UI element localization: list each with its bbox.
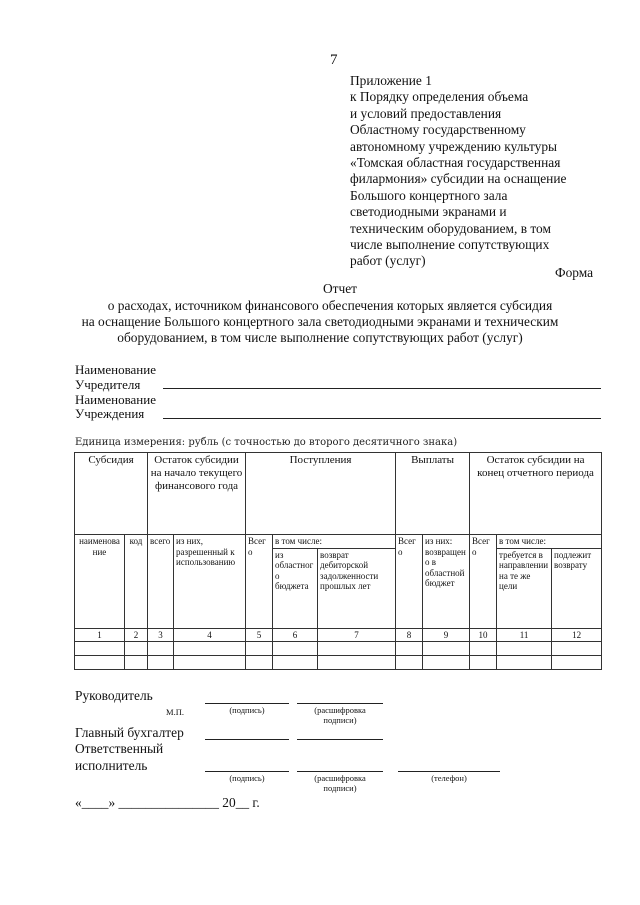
decoding-caption-line: (расшифровка <box>314 773 366 783</box>
table-row <box>75 656 602 670</box>
form-label: Форма <box>555 265 594 280</box>
column-number: 8 <box>396 628 423 642</box>
column-number: 9 <box>423 628 470 642</box>
col-debt-return: возврат дебиторской задолженности прошлых лет <box>318 548 396 628</box>
table-cell[interactable] <box>148 656 174 670</box>
table-cell[interactable] <box>470 656 497 670</box>
appendix-line: Приложение 1 <box>350 73 432 88</box>
stamp-label: М.П. <box>166 707 184 717</box>
table-cell[interactable] <box>174 656 246 670</box>
col-to-return: подлежит возврату <box>552 548 602 628</box>
responsible-signature-field[interactable] <box>205 771 289 772</box>
appendix-line: к Порядку определения объема <box>350 89 529 105</box>
appendix-line: филармония» субсидии на оснащение <box>350 171 567 187</box>
accountant-signature-field[interactable] <box>205 739 289 740</box>
institution-label-line1: Наименование <box>75 392 156 407</box>
founder-label-line1: Наименование <box>75 362 156 377</box>
col-required: требуется в направлении на те же цели <box>497 548 552 628</box>
column-number: 5 <box>246 628 273 642</box>
appendix-line: автономному учреждению культуры <box>350 138 558 154</box>
report-title: Отчет <box>322 281 358 296</box>
page-number: 7 <box>330 52 338 68</box>
founder-label-line2: Учредителя <box>75 377 141 392</box>
appendix-line: работ (услуг) <box>350 253 426 269</box>
table-cell[interactable] <box>174 642 246 656</box>
col-incl-end: в том числе: <box>497 535 602 549</box>
institution-field[interactable] <box>163 418 601 419</box>
col-returned: из них: возвращено в областной бюджет <box>423 535 470 629</box>
decoding-caption-line: (расшифровка <box>314 705 366 715</box>
table-cell[interactable] <box>423 656 470 670</box>
table-row <box>75 642 602 656</box>
header-payments: Выплаты <box>396 453 470 535</box>
decoding-caption-line: подписи) <box>323 783 357 793</box>
appendix-line: светодиодными экранами и <box>350 204 507 220</box>
appendix-line: Областному государственному <box>350 122 526 138</box>
appendix-line: «Томская областная государственная <box>350 155 561 171</box>
table-cell[interactable] <box>497 656 552 670</box>
chief-accountant-label: Главный бухгалтер <box>75 725 184 740</box>
table-cell[interactable] <box>75 642 125 656</box>
table-cell[interactable] <box>396 656 423 670</box>
table-cell[interactable] <box>470 642 497 656</box>
decoding-caption <box>297 773 383 793</box>
responsible-label-line1: Ответственный <box>75 741 164 756</box>
table-cell[interactable] <box>75 656 125 670</box>
appendix-note <box>350 73 610 270</box>
table-cell[interactable] <box>423 642 470 656</box>
column-number: 11 <box>497 628 552 642</box>
head-label: Руководитель <box>75 688 153 703</box>
header-balance-start: Остаток субсидии на начало текущего финансового года <box>148 453 246 535</box>
appendix-line: Большого концертного зала <box>350 187 508 203</box>
head-decoding-field[interactable] <box>297 703 383 704</box>
col-allowed: из них, разрешенный к использованию <box>174 535 246 629</box>
report-subtitle-line: о расходах, источником финансового обеспечения которых является субсидия <box>107 298 553 313</box>
column-number: 1 <box>75 628 125 642</box>
table-cell[interactable] <box>125 656 148 670</box>
table-cell[interactable] <box>125 642 148 656</box>
responsible-label-line2: исполнитель <box>75 758 148 773</box>
table-cell[interactable] <box>497 642 552 656</box>
unit-of-measure: Единица измерения: рубль (с точностью до второго десятичного знака) <box>75 437 458 448</box>
signature-caption: (подпись) <box>229 705 265 715</box>
col-name: наименование <box>75 535 125 629</box>
appendix-line: техническим оборудованием, в том <box>350 220 551 236</box>
table-cell[interactable] <box>318 656 396 670</box>
column-number: 7 <box>318 628 396 642</box>
report-table <box>74 452 602 670</box>
header-subsidy: Субсидия <box>75 453 148 535</box>
table-cell[interactable] <box>318 642 396 656</box>
col-code: код <box>125 535 148 629</box>
col-total-start: всего <box>148 535 174 629</box>
col-total-payments: Всего <box>396 535 423 629</box>
table-cell[interactable] <box>396 642 423 656</box>
header-receipts: Поступления <box>246 453 396 535</box>
appendix-line: и условий предоставления <box>350 105 502 121</box>
table-cell[interactable] <box>246 642 273 656</box>
col-total-end: Всего <box>470 535 497 629</box>
responsible-decoding-field[interactable] <box>297 771 383 772</box>
responsible-phone-field[interactable] <box>398 771 500 772</box>
col-from-budget: из областного бюджета <box>273 548 318 628</box>
table-cell[interactable] <box>273 656 318 670</box>
column-number: 10 <box>470 628 497 642</box>
table-cell[interactable] <box>246 656 273 670</box>
decoding-caption-line: подписи) <box>323 715 357 725</box>
decoding-caption <box>297 705 383 725</box>
institution-label-line2: Учреждения <box>75 406 145 421</box>
column-number: 2 <box>125 628 148 642</box>
signature-caption: (подпись) <box>229 773 265 783</box>
table-cell[interactable] <box>148 642 174 656</box>
report-subtitle-line: оборудованием, в том числе выполнение сопутствующих работ (услуг) <box>117 330 523 345</box>
accountant-decoding-field[interactable] <box>297 739 383 740</box>
table-cell[interactable] <box>552 656 602 670</box>
column-number: 12 <box>552 628 602 642</box>
appendix-line: числе выполнение сопутствующих <box>350 237 550 253</box>
column-number: 4 <box>174 628 246 642</box>
head-signature-field[interactable] <box>205 703 289 704</box>
report-subtitle-line: на оснащение Большого концертного зала светодиодными экранами и техническим <box>81 314 559 329</box>
col-incl-receipts: в том числе: <box>273 535 396 549</box>
column-number: 6 <box>273 628 318 642</box>
table-cell[interactable] <box>273 642 318 656</box>
column-number: 3 <box>148 628 174 642</box>
col-total-receipts: Всего <box>246 535 273 629</box>
date-line: «____» _______________ 20__ г. <box>75 795 260 810</box>
table-cell[interactable] <box>552 642 602 656</box>
founder-field[interactable] <box>163 388 601 389</box>
header-balance-end: Остаток субсидии на конец отчетного периода <box>470 453 602 535</box>
phone-caption: (телефон) <box>431 773 467 783</box>
